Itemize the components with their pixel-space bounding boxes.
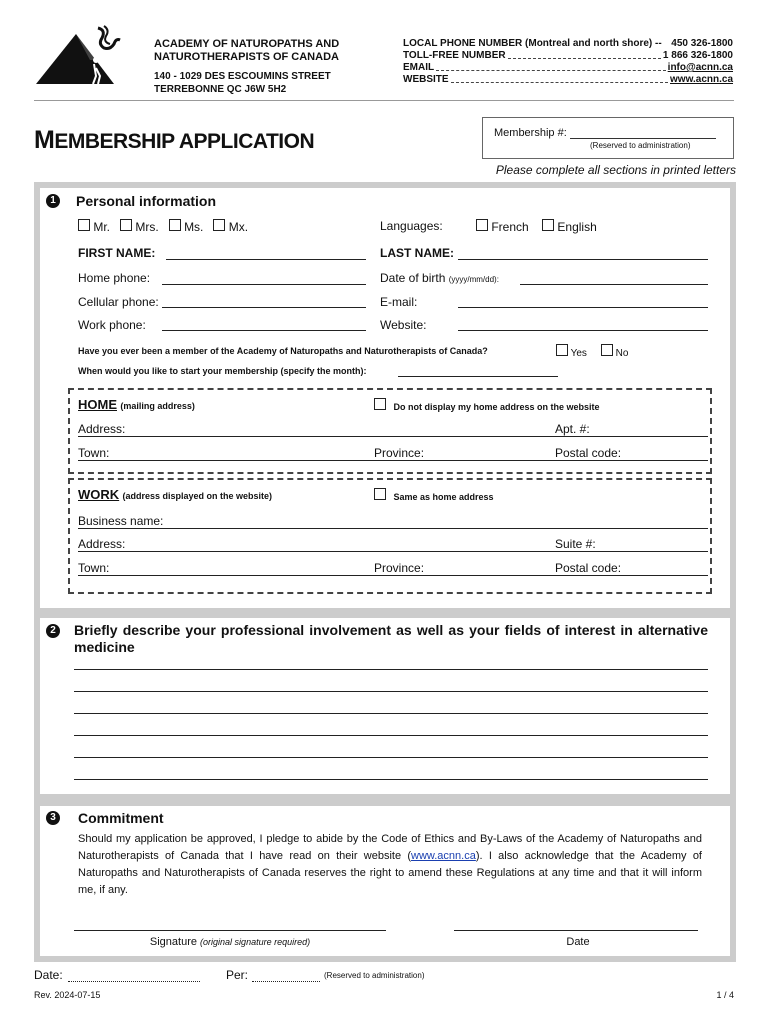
contact-value: 1 866 326-1800 bbox=[662, 50, 733, 61]
title-initial: M bbox=[34, 126, 55, 154]
section-number: 2 bbox=[46, 624, 60, 638]
title-rest: EMBERSHIP APPLICATION bbox=[54, 130, 315, 153]
home-town-field[interactable] bbox=[78, 460, 708, 461]
email-field[interactable] bbox=[458, 307, 708, 308]
revision-label: Rev. 2024-07-15 bbox=[34, 990, 101, 1000]
signature-note: (original signature required) bbox=[200, 937, 311, 947]
date-label: Date bbox=[566, 936, 590, 948]
home-heading bbox=[78, 397, 195, 412]
checkbox-mx[interactable] bbox=[213, 219, 225, 231]
signature-label-wrap bbox=[74, 936, 386, 948]
contact-info bbox=[403, 38, 733, 86]
home-heading-note: (mailing address) bbox=[120, 401, 195, 411]
membership-number-note: (Reserved to administration) bbox=[590, 141, 691, 150]
previous-member-question: Have you ever been a member of the Academy of Naturopaths and Naturotherapists of Canada? bbox=[78, 346, 488, 356]
contact-label: EMAIL bbox=[403, 62, 435, 73]
business-name-label: Business name: bbox=[78, 514, 164, 528]
start-month-field[interactable] bbox=[398, 376, 558, 377]
option-label: No bbox=[615, 348, 629, 359]
org-address-line1: 140 - 1029 DES ESCOUMINS STREET bbox=[154, 71, 331, 82]
checkbox-no[interactable] bbox=[601, 344, 613, 356]
org-address-line2: TERREBONNE QC J6W 5H2 bbox=[154, 84, 287, 95]
option-label: Do not display my home address on the website bbox=[393, 402, 600, 412]
section-title: Briefly describe your professional involvement as well as your fields of interest in alternative medicine bbox=[74, 622, 708, 655]
description-line[interactable] bbox=[74, 713, 708, 714]
admin-per-label: Per: bbox=[226, 968, 249, 982]
website-field[interactable] bbox=[458, 330, 708, 331]
home-province-label: Province: bbox=[374, 446, 425, 460]
admin-date-field[interactable] bbox=[68, 981, 200, 982]
section-number: 1 bbox=[46, 194, 60, 208]
checkbox-mr[interactable] bbox=[78, 219, 90, 231]
org-name-line1: ACADEMY OF NATUROPATHS AND bbox=[154, 38, 340, 50]
title-options bbox=[78, 219, 248, 234]
admin-date-label: Date: bbox=[34, 968, 63, 982]
description-line[interactable] bbox=[74, 669, 708, 670]
academy-logo bbox=[36, 24, 132, 86]
work-postal-label: Postal code: bbox=[555, 561, 622, 575]
description-line[interactable] bbox=[74, 735, 708, 736]
contact-website bbox=[403, 74, 733, 86]
work-heading-note: (address displayed on the website) bbox=[122, 491, 273, 501]
website-link[interactable]: www.acnn.ca bbox=[670, 74, 733, 85]
description-line[interactable] bbox=[74, 757, 708, 758]
home-address-field[interactable] bbox=[78, 436, 708, 437]
option-label: Mr. bbox=[93, 220, 111, 234]
instruction-text: Please complete all sections in printed letters bbox=[495, 163, 736, 177]
last-name-label: LAST NAME: bbox=[380, 246, 454, 260]
contact-label: WEBSITE bbox=[403, 74, 449, 85]
option-label: Mrs. bbox=[135, 220, 159, 234]
website-label: Website: bbox=[380, 318, 427, 332]
work-phone-field[interactable] bbox=[162, 330, 366, 331]
commitment-text bbox=[78, 831, 702, 899]
checkbox-yes[interactable] bbox=[556, 344, 568, 356]
work-heading-text: WORK bbox=[78, 487, 120, 502]
home-town-label: Town: bbox=[78, 446, 110, 460]
dob-label-wrap bbox=[380, 271, 499, 285]
cell-phone-label: Cellular phone: bbox=[78, 295, 159, 309]
signature-label: Signature bbox=[149, 936, 197, 948]
cell-phone-field[interactable] bbox=[162, 307, 366, 308]
signature-field[interactable] bbox=[74, 930, 386, 931]
commitment-text-part: ). I also acknowledge that the Academy of Naturopaths and Naturotherapists of Canada reserves the right to amend these Regulations at any time and that it will inform me, if any. bbox=[78, 850, 702, 896]
contact-label: TOLL-FREE NUMBER bbox=[403, 50, 506, 61]
home-postal-label: Postal code: bbox=[555, 446, 622, 460]
section-title: Personal information bbox=[76, 193, 217, 209]
description-line[interactable] bbox=[74, 779, 708, 780]
date-field[interactable] bbox=[454, 930, 698, 931]
section-title: Commitment bbox=[78, 810, 164, 826]
contact-tollfree bbox=[403, 50, 733, 62]
first-name-label: FIRST NAME: bbox=[78, 246, 156, 260]
first-name-field[interactable] bbox=[166, 259, 366, 260]
admin-reserved-note: (Reserved to administration) bbox=[324, 971, 425, 980]
email-link[interactable]: info@acnn.ca bbox=[667, 62, 733, 73]
work-town-field[interactable] bbox=[78, 575, 708, 576]
start-month-question: When would you like to start your membership (specify the month): bbox=[78, 366, 367, 376]
option-label: Yes bbox=[570, 348, 587, 359]
work-town-label: Town: bbox=[78, 561, 110, 575]
business-name-field[interactable] bbox=[78, 528, 708, 529]
checkbox-french[interactable] bbox=[476, 219, 488, 231]
page-number: 1 / 4 bbox=[716, 990, 734, 1000]
option-label: Same as home address bbox=[393, 492, 494, 502]
work-address-label: Address: bbox=[78, 537, 126, 551]
checkbox-mrs[interactable] bbox=[120, 219, 132, 231]
option-label: French bbox=[491, 220, 529, 234]
work-heading bbox=[78, 487, 272, 502]
section-number: 3 bbox=[46, 811, 60, 825]
dob-label: Date of birth bbox=[380, 271, 446, 285]
email-label: E-mail: bbox=[380, 295, 418, 309]
option-label: Mx. bbox=[228, 220, 249, 234]
org-header bbox=[154, 38, 339, 96]
home-phone-field[interactable] bbox=[162, 284, 366, 285]
checkbox-english[interactable] bbox=[542, 219, 554, 231]
contact-email bbox=[403, 62, 733, 74]
dob-format: (yyyy/mm/dd): bbox=[448, 275, 499, 284]
same-as-home-option bbox=[374, 488, 494, 502]
option-label: English bbox=[557, 220, 597, 234]
hide-home-option bbox=[374, 398, 600, 412]
option-label: Ms. bbox=[184, 220, 204, 234]
work-phone-label: Work phone: bbox=[78, 318, 146, 332]
work-province-label: Province: bbox=[374, 561, 425, 575]
description-line[interactable] bbox=[74, 691, 708, 692]
home-phone-label: Home phone: bbox=[78, 271, 151, 285]
language-options bbox=[476, 219, 597, 234]
header-divider bbox=[34, 100, 734, 101]
last-name-field[interactable] bbox=[458, 259, 708, 260]
work-address-field[interactable] bbox=[78, 551, 708, 552]
languages-label: Languages: bbox=[380, 219, 443, 233]
checkbox-hide-home-address[interactable] bbox=[374, 398, 386, 410]
home-apt-label: Apt. #: bbox=[555, 422, 590, 436]
code-of-ethics-link[interactable]: www.acnn.ca bbox=[411, 850, 476, 862]
dob-field[interactable] bbox=[520, 284, 708, 285]
previous-member-options bbox=[556, 344, 628, 359]
home-address-label: Address: bbox=[78, 422, 126, 436]
page-title bbox=[34, 126, 314, 155]
commitment-text-part: Should my application be approved, I pledge to abide by the Code of Ethics and By-Laws of the Academy of Naturopaths and Naturotherapists of Canada that I have read on their website ( bbox=[78, 833, 702, 862]
checkbox-ms[interactable] bbox=[169, 219, 181, 231]
contact-value: 450 326-1800 bbox=[671, 38, 733, 49]
org-name-line2: NATUROTHERAPISTS OF CANADA bbox=[154, 51, 339, 63]
work-suite-label: Suite #: bbox=[555, 537, 596, 551]
home-heading-text: HOME bbox=[78, 397, 117, 412]
contact-label: LOCAL PHONE NUMBER (Montreal and north shore) -- bbox=[403, 38, 662, 49]
contact-local-phone bbox=[403, 38, 733, 50]
membership-number-label: Membership #: bbox=[494, 127, 567, 139]
admin-per-field[interactable] bbox=[252, 981, 320, 982]
checkbox-same-as-home[interactable] bbox=[374, 488, 386, 500]
membership-number-field[interactable] bbox=[570, 138, 716, 139]
